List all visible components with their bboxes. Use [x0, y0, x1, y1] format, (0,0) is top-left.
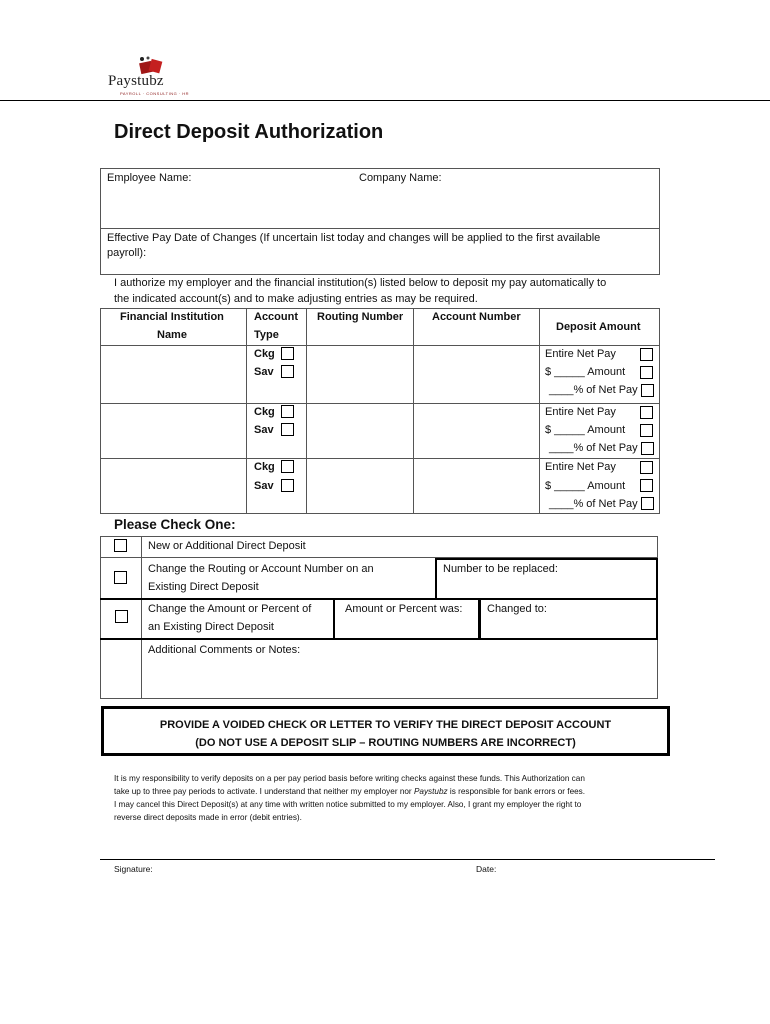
ckg-checkbox[interactable]: [281, 460, 294, 473]
percent-checkbox[interactable]: [641, 384, 654, 397]
changed-to-label: Changed to:: [487, 603, 547, 615]
header-routing: Routing Number: [317, 311, 404, 323]
header-account-type: Account: [254, 311, 298, 323]
sav-label: Sav: [254, 480, 274, 492]
header-account-number: Account Number: [432, 311, 521, 323]
row-divider: [100, 345, 660, 346]
authorization-text-2: the indicated account(s) and to make adjusting entries as may be required.: [114, 293, 478, 305]
percent-label: ____% of Net Pay: [549, 442, 638, 454]
brand-name: Paystubz: [413, 787, 448, 796]
change-routing-label: Change the Routing or Account Number on an: [148, 563, 374, 575]
col-divider: [539, 308, 540, 514]
change-amount-checkbox[interactable]: [115, 610, 128, 623]
new-deposit-checkbox[interactable]: [114, 539, 127, 552]
sav-label: Sav: [254, 366, 274, 378]
entire-net-pay-checkbox[interactable]: [640, 348, 653, 361]
notice-line-1: PROVIDE A VOIDED CHECK OR LETTER TO VERIFY THE DIRECT DEPOSIT ACCOUNT: [159, 719, 612, 731]
divider: [100, 228, 660, 229]
ckg-checkbox[interactable]: [281, 405, 294, 418]
amount-checkbox[interactable]: [640, 424, 653, 437]
disclaimer-line-3: I may cancel this Direct Deposit(s) at any time with written notice submitted to my employer. Also, I grant my employer the right to: [114, 800, 582, 809]
ckg-label: Ckg: [254, 461, 275, 473]
entire-net-pay-label: Entire Net Pay: [545, 406, 616, 418]
amount-checkbox[interactable]: [640, 366, 653, 379]
amount-label: $ _____ Amount: [545, 424, 626, 436]
header-deposit-amount: Deposit Amount: [556, 321, 641, 333]
amount-label: $ _____ Amount: [545, 366, 626, 378]
new-deposit-label: New or Additional Direct Deposit: [148, 540, 306, 552]
check-one-heading: Please Check One:: [114, 517, 236, 532]
notice-line-2: (DO NOT USE A DEPOSIT SLIP – ROUTING NUMBERS ARE INCORRECT): [195, 737, 576, 749]
sav-checkbox[interactable]: [281, 479, 294, 492]
signature-label: Signature:: [114, 864, 153, 874]
sav-label: Sav: [254, 424, 274, 436]
number-replaced-label: Number to be replaced:: [443, 563, 558, 575]
company-name-label: Company Name:: [359, 172, 442, 184]
percent-label: ____% of Net Pay: [549, 384, 638, 396]
entire-net-pay-label: Entire Net Pay: [545, 348, 616, 360]
employee-name-label: Employee Name:: [107, 172, 192, 184]
col-divider: [306, 308, 307, 514]
row-divider: [100, 403, 660, 404]
percent-checkbox[interactable]: [641, 497, 654, 510]
sav-checkbox[interactable]: [281, 365, 294, 378]
logo-tagline: PAYROLL · CONSULTING · HR: [120, 91, 190, 96]
effective-date-label: Effective Pay Date of Changes (If uncertain list today and changes will be applied to the first available: [107, 232, 601, 244]
disclaimer-line-1: It is my responsibility to verify deposits on a per pay period basis before writing checks against these funds. This Authorization can: [114, 774, 585, 783]
header-divider: [0, 100, 770, 101]
percent-label: ____% of Net Pay: [549, 498, 638, 510]
header-institution: Financial Institution: [120, 311, 224, 323]
page-title: Direct Deposit Authorization: [114, 121, 384, 143]
header-account-type-2: Type: [254, 329, 279, 341]
signature-line[interactable]: [100, 859, 715, 860]
ckg-label: Ckg: [254, 348, 275, 360]
percent-checkbox[interactable]: [641, 442, 654, 455]
comments-label: Additional Comments or Notes:: [148, 644, 301, 656]
ckg-checkbox[interactable]: [281, 347, 294, 360]
col-divider: [141, 536, 142, 699]
row-divider: [100, 458, 660, 459]
header-institution-2: Name: [157, 329, 187, 341]
ckg-label: Ckg: [254, 406, 275, 418]
col-divider: [413, 308, 414, 514]
effective-date-label-2: payroll):: [107, 247, 147, 259]
change-amount-label: Change the Amount or Percent of: [148, 603, 312, 615]
col-divider: [246, 308, 247, 514]
entire-net-pay-label: Entire Net Pay: [545, 461, 616, 473]
disclaimer-line-4: reverse direct deposits made in error (debit entries).: [114, 813, 302, 822]
change-routing-label-2: Existing Direct Deposit: [148, 581, 259, 593]
change-routing-checkbox[interactable]: [114, 571, 127, 584]
amount-label: $ _____ Amount: [545, 480, 626, 492]
authorization-text-1: I authorize my employer and the financial institution(s) listed below to deposit my pay automatically to: [114, 277, 607, 289]
sav-checkbox[interactable]: [281, 423, 294, 436]
amount-was-label: Amount or Percent was:: [345, 603, 463, 615]
date-label: Date:: [476, 864, 497, 874]
disclaimer-line-2: take up to three pay periods to activate. I understand that neither my employer nor Paystubz is responsible for bank errors or fees.: [114, 787, 586, 796]
logo-name: Paystubz: [108, 73, 164, 89]
amount-checkbox[interactable]: [640, 479, 653, 492]
employee-info-box: [100, 168, 660, 275]
entire-net-pay-checkbox[interactable]: [640, 461, 653, 474]
paystubz-logo: [108, 56, 198, 100]
entire-net-pay-checkbox[interactable]: [640, 406, 653, 419]
change-amount-label-2: an Existing Direct Deposit: [148, 621, 274, 633]
